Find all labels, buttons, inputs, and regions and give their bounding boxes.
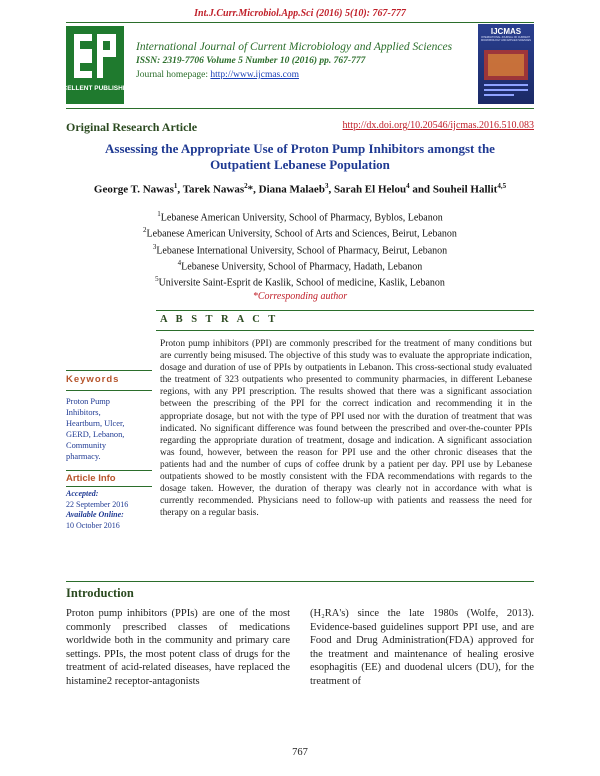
affiliation [66, 241, 534, 257]
journal-name: International Journal of Current Microbiology and Applied Sciences [136, 41, 453, 53]
keyword: Heartburn, Ulcer, [66, 419, 125, 428]
cover-title: IJCMAS [490, 27, 522, 36]
online-date: 10 October 2016 [66, 520, 120, 530]
author-affiliation-mark: 4 [406, 182, 410, 190]
title-line-2: Outpatient Lebanese Population [210, 157, 390, 172]
affiliation [66, 257, 534, 273]
article-title [66, 141, 534, 173]
abstract-body: Proton pump inhibitors (PPI) are commonly prescribed for the treatment of many conditions but are currently being misused. The objective of this study was to evaluate the appropriate indication, dosage and duration of use of PPIs by outpatients in Lebanon. This cross-sectional study evaluated the treatment of 323 outpatients who presented to community pharmacies, in different Lebanese regions, with any PPI prescription. The results showed that there was a significant association between the prescribing of the PPI for the correct indication and recommending it in the appropriate dosage, but not with the type of PPI used nor with the duration of treatment that was indicated. No significant difference was found between the prescribed and over-the-counter PPIs regarding the appropriate duration of treatment, dosage and indication. A significant association was found, however, between the reason for PPI use and the other chronic diseases that the patients had and the number of cups of coffee drunk by a patient per day. PPI use by Lebanese outpatients showed to be mostly consistent with the FDA recommendations with regards to the dosage taken. However, the duration of therapy was clearly not in accordance with what is currently recommended. Physicians need to follow-up with patients and reassess the need for therapy on a regular basis. [160, 339, 532, 519]
author: Tarek Nawas [182, 183, 245, 196]
journal-cover-thumbnail [478, 24, 534, 104]
introduction-rule [66, 581, 534, 582]
article-info-heading: Article Info [66, 473, 116, 484]
homepage-link[interactable]: http://www.ijcmas.com [210, 70, 299, 80]
affiliation-text: Universite Saint-Esprit de Kaslik, School of medicine, Kaslik, Lebanon [158, 277, 445, 289]
issn-line: ISSN: 2319-7706 Volume 5 Number 10 (2016) pp. 767-777 [136, 56, 366, 66]
author: Sarah El Helou [333, 183, 407, 196]
author-separator: , [177, 183, 183, 196]
abstract-rule-bottom [156, 330, 534, 331]
affiliation-text: Lebanese International University, School of Pharmacy, Beirut, Lebanon [156, 244, 448, 256]
affiliation [66, 224, 534, 240]
author-affiliation-mark: 2 [244, 182, 248, 190]
keyword: pharmacy. [66, 452, 101, 461]
affiliation-mark: 2 [143, 226, 147, 235]
keywords-rule-bottom [66, 390, 152, 391]
author-separator: , [328, 183, 334, 196]
online-label: Available Online: [66, 510, 124, 519]
author-affiliation-mark: 1 [173, 182, 178, 190]
homepage-label: Journal homepage: [136, 70, 211, 80]
affiliation-mark: 1 [157, 210, 161, 218]
author-affiliation-mark: 3 [324, 182, 329, 190]
keywords-list [66, 396, 152, 462]
introduction-left-column: Proton pump inhibitors (PPIs) are one of the most commonly prescribed classes of medications worldwide both in the community and primary care settings. PPIs, the most potent class of drugs for the treatment of acid-related diseases, have replaced the histamine2 receptor-antagonists [66, 608, 290, 687]
doi-link[interactable]: http://dx.doi.org/10.20546/ijcmas.2016.510.083 [342, 120, 534, 131]
abstract-rule-top [156, 310, 534, 311]
affiliation [66, 208, 534, 224]
accepted-label: Accepted: [66, 489, 99, 498]
header-rule-bottom [66, 108, 534, 109]
affiliation-list [66, 208, 534, 303]
article-info-rule-bottom [66, 486, 152, 487]
article-info-rule-top [66, 470, 152, 471]
keyword: Inhibitors, [66, 408, 101, 417]
introduction-heading: Introduction [66, 586, 134, 600]
affiliation-mark: 4 [177, 258, 182, 267]
affiliation-mark: 3 [152, 242, 157, 251]
keywords-heading: Keywords [66, 374, 120, 385]
keyword: Proton Pump [66, 397, 110, 406]
page-number: 767 [292, 747, 308, 758]
author: Diana Malaeb [258, 183, 325, 196]
corresponding-author-note: *Corresponding author [252, 290, 348, 302]
affiliation [66, 273, 534, 289]
introduction-right-column: (H₂RA's) since the late 1980s (Wolfe, 2013). Evidence-based guidelines support PPI use, and are Food and Drug Administration(FDA) approved for the treatment and maintenance of healing erosive esophagitis (EE) and duodenal ulcers (DU), for the treatment of [310, 608, 534, 687]
title-line-1: Assessing the Appropriate Use of Proton Pump Inhibitors amongst the [105, 141, 495, 156]
affiliation-text: Lebanese University, School of Pharmacy, Hadath, Lebanon [181, 261, 423, 273]
author-affiliation-mark: 4,5 [497, 182, 507, 190]
author-separator: and [409, 183, 433, 196]
author: Souheil Hallit [432, 183, 498, 196]
abstract-heading: A B S T R A C T [160, 314, 279, 325]
journal-homepage [136, 70, 466, 80]
publisher-logo [53, 26, 137, 104]
author-list [66, 182, 534, 196]
affiliation-text: Lebanese American University, School of Arts and Sciences, Beirut, Lebanon [146, 228, 457, 240]
doi[interactable] [318, 120, 534, 131]
logo-caption: EXCELLENT PUBLISHERS [53, 85, 137, 92]
accepted-date: 22 September 2016 [66, 499, 129, 509]
cover-subtitle: INTERNATIONAL JOURNAL OF CURRENT MICROBIOLOGY AND APPLIED SCIENCES [481, 36, 531, 42]
author: George T. Nawas [93, 183, 174, 196]
header-rule-top [66, 22, 534, 23]
affiliation-mark: 5 [155, 275, 159, 284]
affiliation-text: Lebanese American University, School of Pharmacy, Byblos, Lebanon [160, 212, 443, 224]
keywords-rule-top [66, 370, 152, 371]
keyword: Community [66, 441, 107, 450]
article-type: Original Research Article [66, 120, 198, 134]
article-info-dates [66, 489, 152, 531]
author-separator: *, [247, 183, 259, 196]
running-head: Int.J.Curr.Microbiol.App.Sci (2016) 5(10): 767-777 [194, 8, 406, 19]
keyword: GERD, Lebanon, [66, 430, 125, 439]
